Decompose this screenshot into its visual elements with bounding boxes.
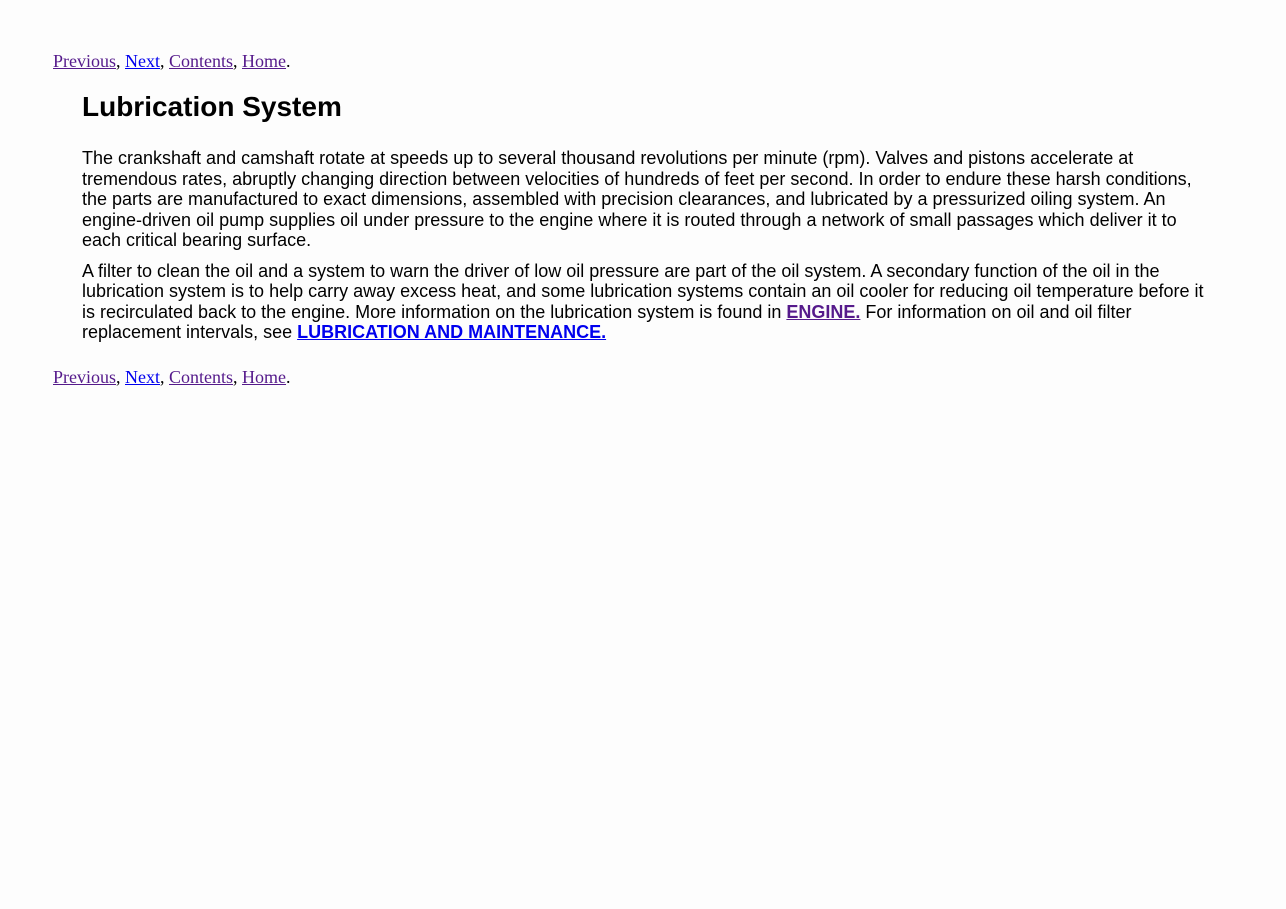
paragraph-2-text-b: For information on oil and oil filter replacement intervals, see: [82, 301, 1132, 342]
contents-link[interactable]: Contents: [169, 367, 234, 387]
paragraph-1: The crankshaft and camshaft rotate at speeds up to several thousand revolutions per minute (rpm). Valves and pistons accelerate at tremendous rates, abruptly changing direction between velocities of hundreds of feet per second. In order to endure these harsh conditions, the parts are manufactured to exact dimensions, assembled with precision clearances, and lubricated by a pressurized oiling system. An engine-driven oil pump supplies oil under pressure to the engine where it is routed through a network of small passages which deliver it to each critical bearing surface.: [82, 148, 1192, 250]
home-link[interactable]: Home: [242, 367, 287, 387]
previous-link[interactable]: Previous: [53, 367, 116, 387]
lubrication-maintenance-link[interactable]: LUBRICATION AND MAINTENANCE.: [297, 322, 607, 342]
separator: ,: [160, 367, 169, 387]
bottom-navigation: [53, 367, 291, 388]
contents-link[interactable]: Contents: [169, 51, 234, 71]
paragraph-2-text-a: A filter to clean the oil and a system to warn the driver of low oil pressure are part of the oil system. A secondary function of the oil in the lubrication system is to help carry away excess heat, and some lubrication systems contain an oil cooler for reducing oil temperature before it is recirculated back to the engine. More information on the lubrication system is found in: [82, 260, 1204, 322]
separator: ,: [160, 51, 169, 71]
previous-link[interactable]: Previous: [53, 51, 116, 71]
page-title: Lubrication System: [82, 91, 342, 122]
separator: ,: [116, 51, 125, 71]
home-link[interactable]: Home: [242, 51, 287, 71]
separator: ,: [116, 367, 125, 387]
separator: ,: [233, 367, 243, 387]
article: [82, 88, 1206, 353]
period: .: [286, 367, 291, 387]
next-link[interactable]: Next: [125, 367, 160, 387]
top-navigation: [53, 51, 291, 72]
engine-link[interactable]: ENGINE.: [786, 301, 861, 322]
paragraph-2: [82, 261, 1206, 343]
period: .: [286, 51, 291, 71]
next-link[interactable]: Next: [125, 51, 160, 71]
separator: ,: [233, 51, 243, 71]
